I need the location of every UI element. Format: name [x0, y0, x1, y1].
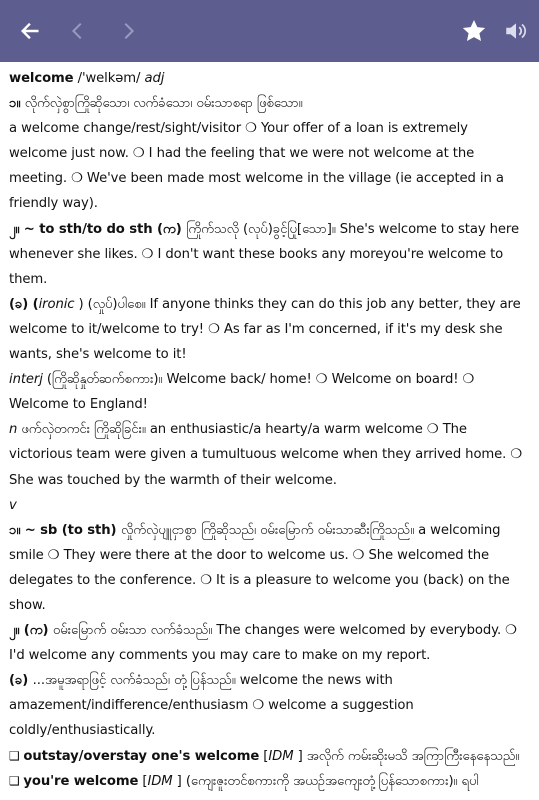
previous-entry-button[interactable]: [54, 0, 102, 62]
sense-head: (ခ): [9, 673, 33, 689]
pronunciation: /'welkəm/: [73, 71, 145, 86]
sense-number: ၁။: [9, 96, 25, 112]
sense-number: (ခ) (: [9, 296, 39, 312]
sense-definition: ...အမူအရာဖြင့် လက်ခံသည်၊ တုံ့ပြန်သည်။: [32, 673, 240, 689]
sense-1-examples[interactable]: a welcome change/rest/sight/visitor ❍ Your offer of a loan is extremely welcome just now. ❍ I had the feeling that we were not welcome at the meeting. ❍ We've been made most welcome in the village (ie accepted in a friendly way).: [9, 121, 504, 212]
chevron-right-icon: [117, 20, 139, 42]
verb-sense-2b: [9, 668, 530, 743]
idiom-box-icon: ❑: [9, 773, 24, 788]
sense-head: ၁။ ~ sb (to sth): [9, 522, 121, 538]
part-of-speech: interj: [9, 372, 43, 388]
sense-definition: ကြိုက်သလို (လုပ်)ခွင့်ပြု[သော]။: [186, 221, 340, 237]
idiom-2: [9, 769, 530, 794]
sense-examples[interactable]: The changes were welcomed by everybody. ❍ I'd welcome any comments you may care to make on my report.: [9, 623, 517, 664]
sense-examples[interactable]: She's welcome to stay here whenever she likes. ❍ I don't want these books any moreyou're welcome to them.: [9, 221, 519, 287]
idiom-phrase[interactable]: outstay/overstay one's welcome: [23, 748, 260, 764]
usage-label: ironic: [38, 296, 75, 312]
sense-definition: (လှုပ်)ပါစေ။: [87, 296, 150, 312]
app-toolbar: [0, 0, 539, 62]
idiom-phrase[interactable]: you're welcome: [23, 773, 139, 789]
part-of-speech: v: [9, 497, 17, 513]
next-entry-button[interactable]: [104, 0, 152, 62]
sense-examples[interactable]: an enthusiastic/a hearty/a warm welcome ❍ The victorious team were given a tumultuous welcome when they arrived home. ❍ She was touched by the warmth of their welcome.: [9, 422, 523, 488]
sense-head: ၂။ ~ to sth/to do sth (က): [9, 221, 187, 237]
sense-definition: လိုက်လှဲစွာကြိုဆိုသော၊ လက်ခံသော၊ ဝမ်းသာစရာ ဖြစ်သော။: [24, 96, 303, 112]
sense-examples[interactable]: Welcome back/ home! ❍ Welcome on board! ❍ Welcome to England!: [9, 372, 475, 413]
sense-examples[interactable]: a welcoming smile ❍ They were there at the door to welcome us. ❍ She welcomed the delegates to the conference. ❍ It is a pleasure to welcome you (back) on the show.: [9, 522, 510, 613]
idiom-definition: (ကျေးဇူးတင်စကားကို အယဉ်အကျေးတုံ့ပြန်သောစကား)။ ရပါ: [185, 773, 479, 789]
verb-sense-2: [9, 618, 530, 668]
sense-definition: လှိုက်လှဲပျူငှာစွာ ကြိုဆိုသည်၊ ဝမ်းမြောက် ဝမ်းသာဆီးကြိုသည်။: [120, 522, 419, 538]
sense-definition: (ကြိုဆိုနှုတ်ဆက်စကား)။: [42, 372, 167, 388]
idiom-bracket: [: [138, 773, 148, 789]
star-icon: [461, 18, 487, 44]
sense-head: ၂။ (က): [9, 623, 53, 639]
part-of-speech: adj: [144, 71, 165, 86]
pronounce-button[interactable]: [492, 0, 539, 62]
sense-2b: [9, 292, 530, 367]
idiom-bracket: ]: [293, 748, 307, 764]
arrow-left-icon: [19, 20, 41, 42]
idiom-tag: IDM: [147, 773, 173, 789]
noun-sense: [9, 417, 530, 492]
idiom-tag: IDM: [268, 748, 294, 764]
idiom-bracket: [: [259, 748, 269, 764]
sense-definition: ဝမ်းမြောက် ဝမ်းသာ လက်ခံသည်။: [52, 623, 217, 639]
entry-header: [9, 66, 530, 91]
sense-2: [9, 217, 530, 292]
sense-definition: ဖက်လှဲတကင်း ကြိုဆိုခြင်း။: [17, 422, 150, 438]
sense-examples[interactable]: If anyone thinks they can do this job any better, they are welcome to it/welcome to try! ❍ As far as I'm concerned, if it's my desk she wants, she's welcome to it!: [9, 296, 521, 363]
chevron-left-icon: [67, 20, 89, 42]
idiom-definition: အလိုက် ကမ်းဆိုးမသိ အကြာကြီးနေနေသည်။: [306, 748, 520, 764]
verb-sense-1: [9, 518, 530, 618]
idiom-1: [9, 744, 530, 769]
dictionary-entry: [0, 62, 539, 800]
sense-1: [9, 91, 530, 116]
verb-header: [9, 493, 530, 518]
interjection-sense: [9, 367, 530, 417]
sense-examples[interactable]: welcome the news with amazement/indifference/enthusiasm ❍ welcome a suggestion coldly/enthusiastically.: [9, 673, 414, 739]
idiom-box-icon: ❑: [9, 748, 24, 763]
headword: welcome: [9, 71, 74, 86]
idiom-bracket: ]: [172, 773, 186, 789]
favorite-button[interactable]: [450, 0, 498, 62]
part-of-speech: n: [9, 422, 18, 438]
back-button[interactable]: [6, 0, 54, 62]
usage-label-close: ): [74, 296, 88, 312]
speaker-icon: [503, 18, 529, 44]
